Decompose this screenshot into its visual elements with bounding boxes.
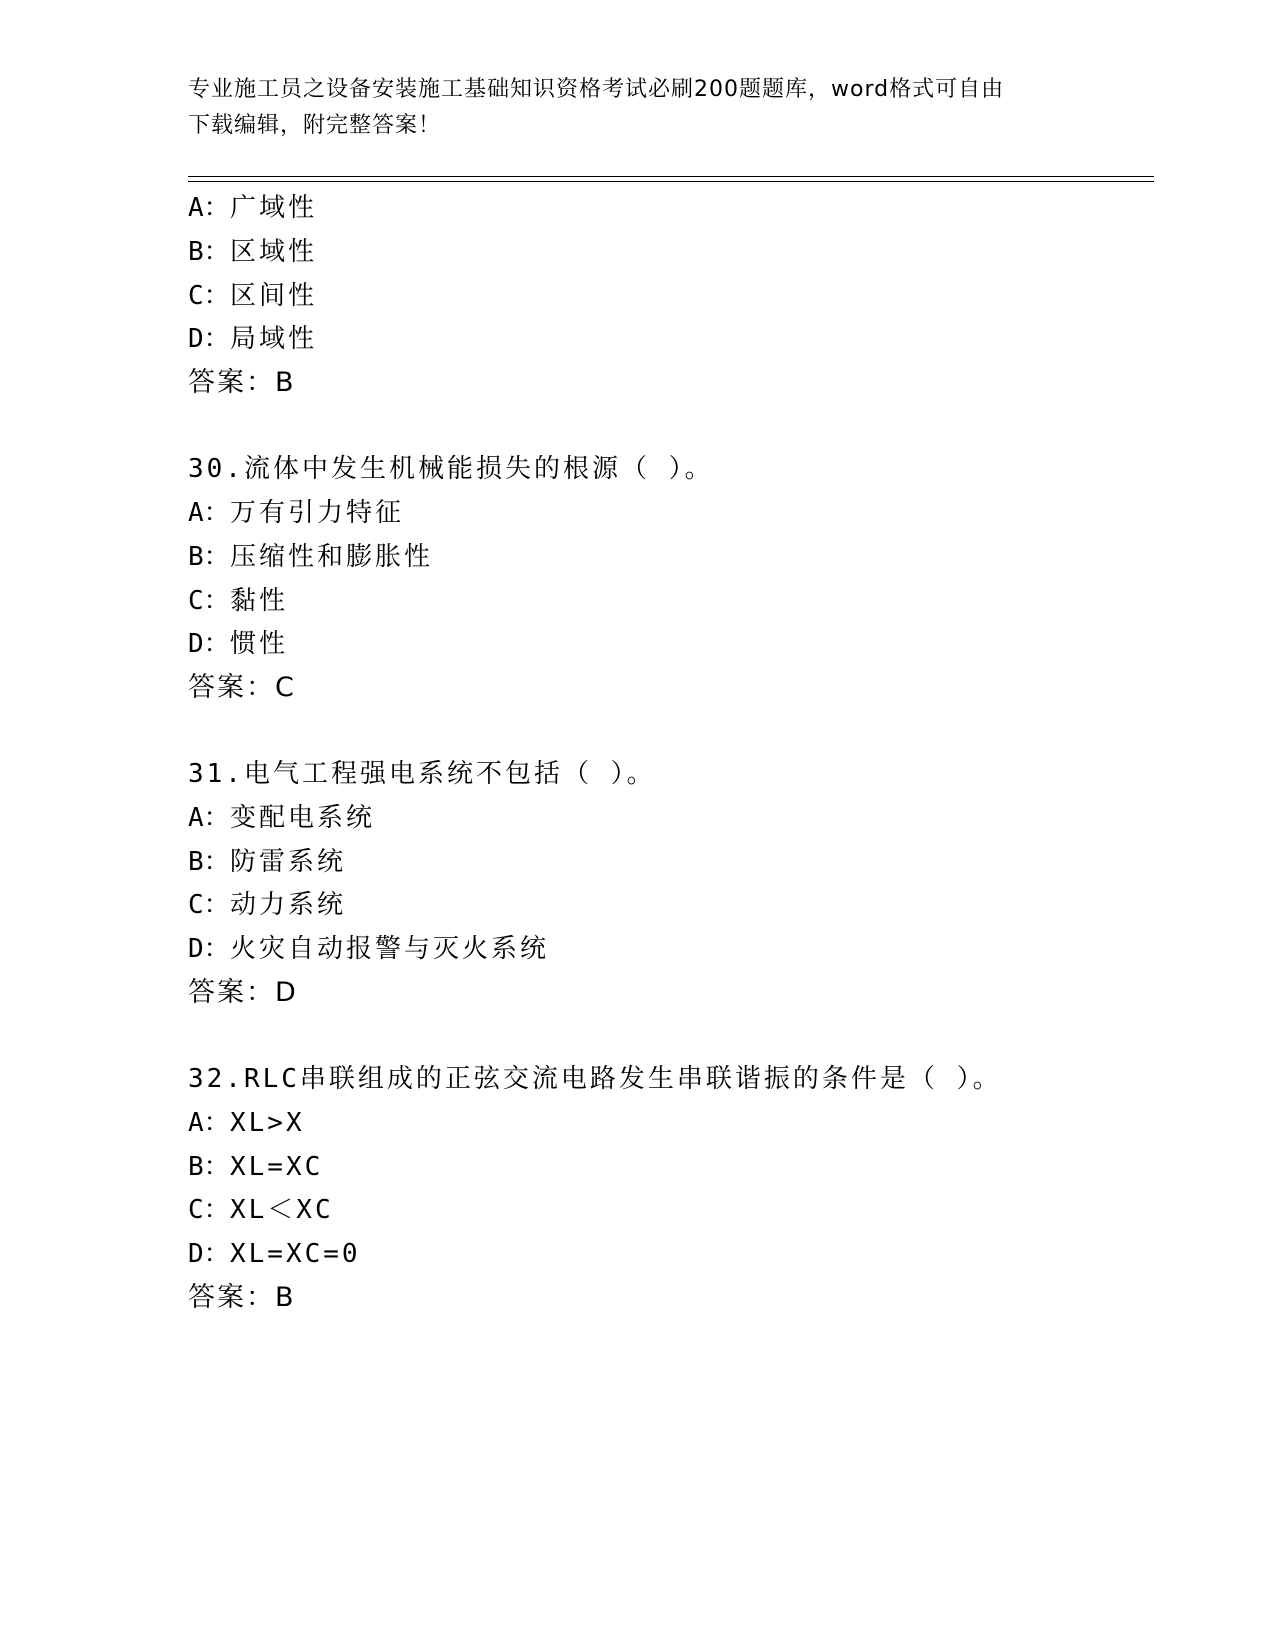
option-d: D：XL=XC=0 bbox=[188, 1239, 361, 1269]
header-divider-top bbox=[188, 176, 1154, 177]
option-a: A：变配电系统 bbox=[188, 803, 376, 833]
option-c: C：黏性 bbox=[188, 586, 289, 616]
option-a: A：广域性 bbox=[188, 193, 318, 223]
option-c: C：XL＜XC bbox=[188, 1195, 334, 1225]
option-c: C：动力系统 bbox=[188, 890, 347, 920]
question-stem: 31.电气工程强电系统不包括（ ）。 bbox=[188, 759, 656, 789]
question-stem: 32.RLC串联组成的正弦交流电路发生串联谐振的条件是（ ）。 bbox=[188, 1064, 1002, 1094]
option-d: D：惯性 bbox=[188, 629, 289, 659]
answer-label: 答案：B bbox=[188, 367, 296, 398]
answer-label: 答案：C bbox=[188, 672, 296, 703]
option-b: B：XL=XC bbox=[188, 1152, 324, 1182]
option-b: B：防雷系统 bbox=[188, 847, 347, 877]
answer-label: 答案：D bbox=[188, 977, 298, 1008]
option-d: D：局域性 bbox=[188, 324, 318, 354]
option-a: A：XL>X bbox=[188, 1108, 305, 1138]
option-d: D：火灾自动报警与灭火系统 bbox=[188, 934, 550, 964]
option-b: B：压缩性和膨胀性 bbox=[188, 542, 434, 572]
header-line-2: 下载编辑，附完整答案！ bbox=[188, 113, 442, 138]
document-header bbox=[188, 72, 1088, 144]
header-divider-bottom bbox=[188, 181, 1154, 182]
option-b: B：区域性 bbox=[188, 237, 318, 267]
option-c: C：区间性 bbox=[188, 281, 318, 311]
question-stem: 30.流体中发生机械能损失的根源（ ）。 bbox=[188, 454, 714, 484]
answer-label: 答案：B bbox=[188, 1282, 296, 1313]
header-line-1: 专业施工员之设备安装施工基础知识资格考试必刷200题题库，word格式可自由 bbox=[188, 77, 1005, 102]
option-a: A：万有引力特征 bbox=[188, 498, 405, 528]
